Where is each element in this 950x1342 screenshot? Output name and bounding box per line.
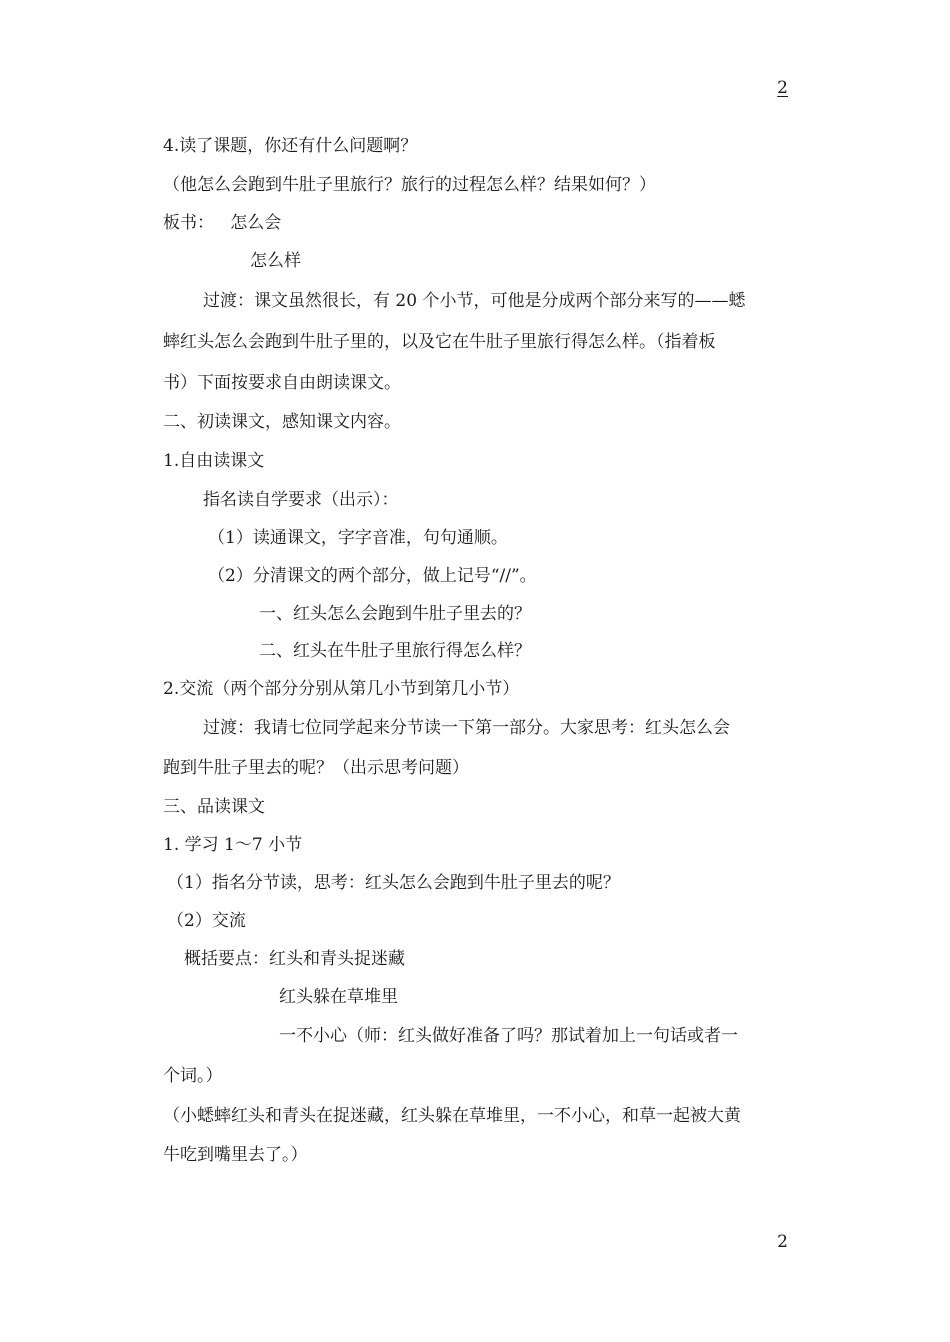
text-line: 一、红头怎么会跑到牛肚子里去的？ — [259, 604, 531, 624]
text-line: 蟀红头怎么会跑到牛肚子里的，以及它在牛肚子里旅行得怎么样。（指着板 — [163, 332, 716, 352]
section-heading: 二、初读课文，感知课文内容。 — [163, 412, 401, 432]
text-line: 个词。） — [163, 1066, 223, 1086]
text-line: 二、红头在牛肚子里旅行得怎么样？ — [259, 641, 531, 661]
text-line: 过渡：我请七位同学起来分节读一下第一部分。大家思考：红头怎么会 — [203, 718, 730, 738]
text-line: 指名读自学要求（出示）： — [203, 490, 399, 510]
text-line: 过渡：课文虽然很长，有 20 个小节，可他是分成两个部分来写的——蟋 — [203, 291, 746, 311]
text-line: 跑到牛肚子里去的呢？（出示思考问题） — [163, 758, 469, 778]
text-line: 1. 学习 1～7 小节 — [163, 835, 303, 855]
text-line: 概括要点：红头和青头捉迷藏 — [184, 949, 405, 969]
text-line: 牛吃到嘴里去了。） — [163, 1145, 308, 1165]
footer-page-number: 2 — [777, 1232, 788, 1252]
text-line: （2）交流 — [167, 911, 246, 931]
text-line: 1.自由读课文 — [163, 451, 265, 471]
text-line: 4.读了课题，你还有什么问题啊？ — [163, 136, 418, 156]
text-line: （2）分清课文的两个部分，做上记号“//”。 — [208, 566, 537, 586]
text-line: 红头躲在草堆里 — [279, 987, 398, 1007]
text-line: （小蟋蟀红头和青头在捉迷藏，红头躲在草堆里，一不小心，和草一起被大黄 — [163, 1106, 741, 1126]
text-line: 一不小心（师：红头做好准备了吗？那试着加上一句话或者一 — [279, 1026, 738, 1046]
header-page-number: 2 — [777, 78, 788, 98]
text-line: 书）下面按要求自由朗读课文。 — [163, 373, 401, 393]
text-line: （他怎么会跑到牛肚子里旅行？旅行的过程怎么样？结果如何？） — [163, 175, 656, 195]
text-line: 板书： 怎么会 — [163, 213, 282, 233]
text-line: 怎么样 — [250, 251, 301, 271]
text-line: （1）读通课文，字字音准，句句通顺。 — [208, 528, 508, 548]
section-heading: 三、品读课文 — [163, 797, 265, 817]
text-line: 2.交流（两个部分分别从第几小节到第几小节） — [163, 679, 520, 699]
text-line: （1）指名分节读，思考：红头怎么会跑到牛肚子里去的呢？ — [167, 873, 620, 893]
